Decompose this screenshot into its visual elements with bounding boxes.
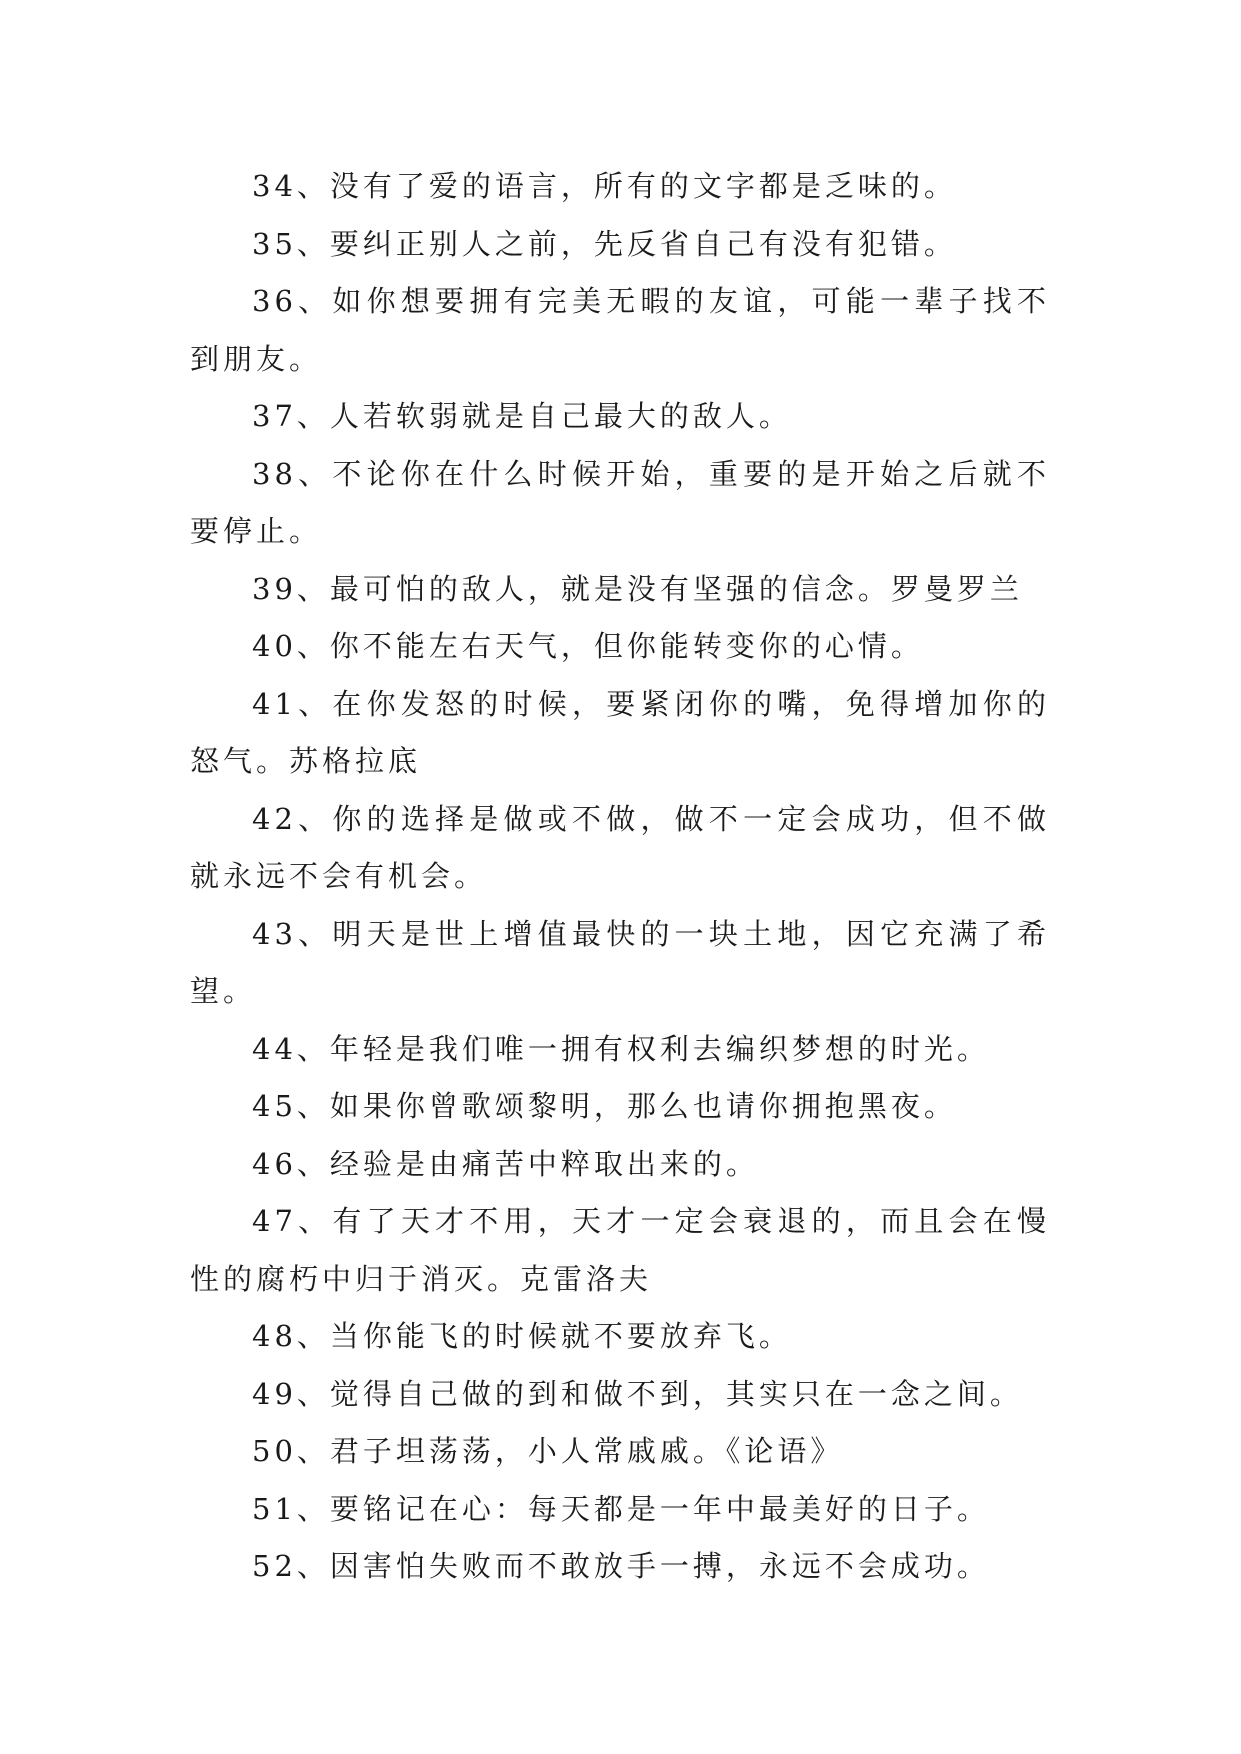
- quote-item: 40、你不能左右天气，但你能转变你的心情。: [252, 629, 924, 663]
- quote-item: 36、如你想要拥有完美无暇的友谊，可能一辈子找不到朋友。: [190, 284, 1050, 376]
- quote-item: 42、你的选择是做或不做，做不一定会成功，但不做就永远不会有机会。: [190, 801, 1050, 893]
- quote-item: 41、在你发怒的时候，要紧闭你的嘴，免得增加你的怒气。苏格拉底: [190, 686, 1050, 778]
- quote-item: 43、明天是世上增值最快的一块土地，因它充满了希望。: [190, 916, 1050, 1008]
- quote-item: 49、觉得自己做的到和做不到，其实只在一念之间。: [252, 1376, 1023, 1411]
- quote-item: 44、年轻是我们唯一拥有权利去编织梦想的时光。: [252, 1031, 990, 1066]
- quote-item: 34、没有了爱的语言，所有的文字都是乏味的。: [252, 169, 957, 203]
- quote-item: 50、君子坦荡荡，小人常戚戚。《论语》: [252, 1434, 844, 1468]
- quote-item: 45、如果你曾歌颂黎明，那么也请你拥抱黑夜。: [252, 1089, 957, 1123]
- quote-item: 48、当你能飞的时候就不要放弃飞。: [252, 1319, 792, 1353]
- quote-item: 38、不论你在什么时候开始，重要的是开始之后就不要停止。: [190, 456, 1050, 548]
- quote-item: 37、人若软弱就是自己最大的敌人。: [252, 399, 792, 433]
- quote-item: 51、要铭记在心：每天都是一年中最美好的日子。: [252, 1491, 990, 1526]
- quote-list: [190, 158, 1050, 1596]
- quote-item: 46、经验是由痛苦中粹取出来的。: [252, 1146, 759, 1181]
- quote-item: 52、因害怕失败而不敢放手一搏，永远不会成功。: [252, 1549, 990, 1583]
- quote-item: 35、要纠正别人之前，先反省自己有没有犯错。: [252, 226, 957, 261]
- quote-item: 47、有了天才不用，天才一定会衰退的，而且会在慢性的腐朽中归于消灭。克雷洛夫: [190, 1204, 1050, 1296]
- quote-item: 39、最可怕的敌人，就是没有坚强的信念。罗曼罗兰: [252, 571, 1023, 606]
